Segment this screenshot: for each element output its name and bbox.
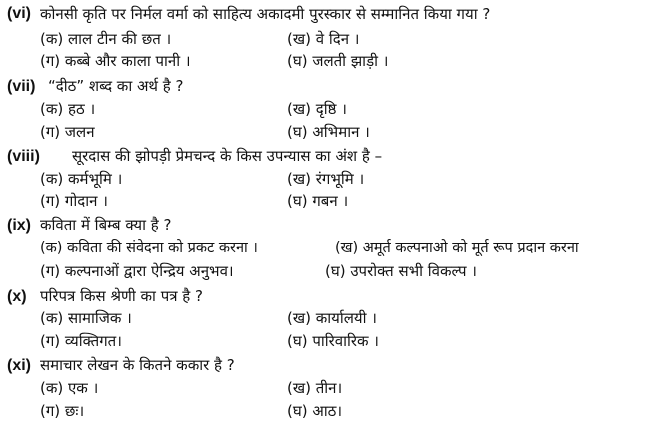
- option-ga: (ग) जलन: [40, 123, 95, 141]
- question-text: कोनसी कृति पर निर्मल वर्मा को साहित्य अकादमी पुरस्कार से सम्मानित किया गया ?: [40, 5, 491, 23]
- question-number: (viii): [7, 148, 40, 165]
- option-kha: (ख) अमूर्त कल्पनाओ को मूर्त रूप प्रदान करना: [335, 240, 579, 256]
- option-ka: (क) लाल टीन की छत ।: [40, 30, 172, 48]
- option-ka: (क) कर्मभूमि ।: [40, 170, 123, 188]
- option-ka: (क) सामाजिक ।: [40, 309, 132, 327]
- question-text: समाचार लेखन के कितने ककार है ?: [40, 356, 235, 374]
- question-number: (vi): [7, 5, 31, 22]
- question-number: (xi): [7, 357, 31, 374]
- question-number: (ix): [7, 217, 31, 234]
- question-number: (x): [7, 288, 27, 305]
- option-ka: (क) हठ ।: [40, 100, 96, 118]
- option-gha: (घ) जलती झाड़ी ।: [287, 52, 389, 70]
- option-kha: (ख) रंगभूमि ।: [287, 170, 365, 188]
- option-gha: (घ) गबन ।: [287, 192, 349, 210]
- option-kha: (ख) कार्यालयी ।: [287, 309, 377, 327]
- question-text: कविता में बिम्ब क्या है ?: [40, 216, 172, 234]
- option-kha: (ख) वे दिन ।: [287, 30, 360, 48]
- option-ga: (ग) व्यक्तिगत।: [40, 332, 122, 350]
- option-gha: (घ) अभिमान ।: [287, 123, 370, 141]
- option-ga: (ग) छः।: [40, 402, 85, 420]
- option-kha: (ख) तीन।: [287, 379, 343, 397]
- option-gha: (घ) उपरोक्त सभी विकल्प ।: [325, 262, 477, 280]
- option-gha: (घ) आठ।: [287, 402, 343, 420]
- option-ka: (क) एक ।: [40, 379, 99, 397]
- option-ka: (क) कविता की संवेदना को प्रकट करना ।: [40, 240, 258, 256]
- option-ga: (ग) कल्पनाओं द्वारा ऐन्द्रिय अनुभव।: [40, 262, 234, 280]
- question-text: परिपत्र किस श्रेणी का पत्र है ?: [40, 287, 203, 305]
- option-kha: (ख) दृष्ठि ।: [287, 100, 347, 118]
- option-ga: (ग) गोदान ।: [40, 192, 108, 210]
- question-text: सूरदास की झोपड़ी प्रेमचन्द के किस उपन्यास का अंश है –: [72, 147, 383, 165]
- question-text: “दीठ” शब्द का अर्थ है ?: [48, 77, 184, 95]
- option-gha: (घ) पारिवारिक ।: [287, 332, 379, 350]
- option-ga: (ग) कब्बे और काला पानी ।: [40, 52, 191, 70]
- question-number: (vii): [7, 78, 36, 95]
